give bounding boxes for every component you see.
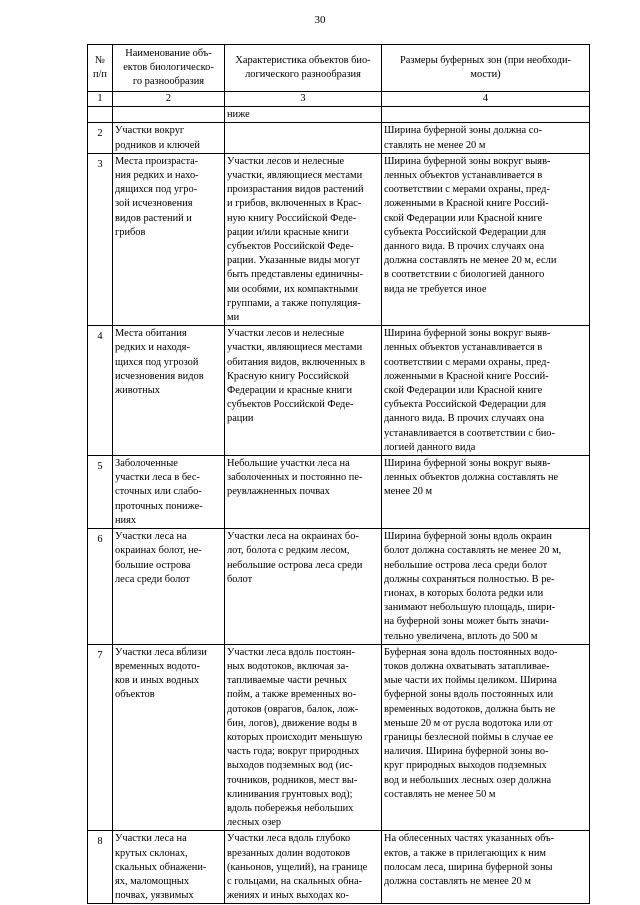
object-name: Участки леса на крутых склонах, скальных обнажени- ях, маломощных почвах, уязвимых bbox=[113, 831, 225, 904]
header-characteristic: Характеристика объектов био- логического разнообразия bbox=[225, 45, 382, 92]
table-row bbox=[88, 831, 590, 904]
object-name: Места обитания редких и находя- щихся под угрозой исчезновения видов животных bbox=[113, 326, 225, 456]
row-number: 4 bbox=[88, 326, 113, 456]
column-number: 2 bbox=[113, 92, 225, 107]
column-number-row bbox=[88, 92, 590, 107]
object-characteristic: Участки леса вдоль глубоко врезанных долин водотоков (каньонов, ущелий), на границе с гольцами, на скальных обна- жениях и иных выходах ко- bbox=[225, 831, 382, 904]
table-header-row bbox=[88, 45, 590, 92]
row-number: 8 bbox=[88, 831, 113, 904]
page-number: 30 bbox=[314, 14, 326, 26]
row-number: 5 bbox=[88, 456, 113, 529]
header-number: № п/п bbox=[88, 45, 113, 92]
buffer-zone-table bbox=[87, 44, 590, 904]
continuation-text: ниже bbox=[225, 107, 382, 123]
table-row bbox=[88, 326, 590, 456]
row-number: 2 bbox=[88, 123, 113, 153]
table-row-continuation bbox=[88, 107, 590, 123]
table-row bbox=[88, 456, 590, 529]
buffer-zone-size: Ширина буферной зоны должна со- ставлять не менее 20 м bbox=[382, 123, 590, 153]
column-number: 3 bbox=[225, 92, 382, 107]
object-name: Участки леса вблизи временных водото- ков и иных водных объектов bbox=[113, 644, 225, 831]
buffer-zone-size: Буферная зона вдоль постоянных водо- токов должна охватывать затапливае- мые части их поймы целиком. Ширина буферной зоны вдоль постоянных или временных водотоков, должна быть не меньше 20 м от русла водотока или от границы безлесной поймы в случае ее наличия. Ширина буферной зоны во- круг природных выходов подземных вод и небольших лесных озер должна составлять не менее 50 м bbox=[382, 644, 590, 831]
buffer-zone-size: На облесенных частях указанных объ- ектов, а также в прилегающих к ним полосам леса, ширина буферной зоны должна составлять не менее 20 м bbox=[382, 831, 590, 904]
object-characteristic bbox=[225, 123, 382, 153]
row-number: 3 bbox=[88, 153, 113, 325]
row-number: 7 bbox=[88, 644, 113, 831]
table-row bbox=[88, 529, 590, 645]
buffer-zone-size: Ширина буферной зоны вдоль окраин болот должна составлять не менее 20 м, небольшие острова леса среди болот должны сохраняться полностью. В ре- гионах, в которых болота редки или занимают небольшую площадь, шири- на буферной зоны может быть значи- тельно увеличена, вплоть до 500 м bbox=[382, 529, 590, 645]
row-number: 6 bbox=[88, 529, 113, 645]
object-name: Заболоченные участки леса в бес- сточных или слабо- проточных пониже- ниях bbox=[113, 456, 225, 529]
object-name: Участки леса на окраинах болот, не- большие острова леса среди болот bbox=[113, 529, 225, 645]
buffer-zone-size: Ширина буферной зоны вокруг выяв- ленных объектов должна составлять не менее 20 м bbox=[382, 456, 590, 529]
table-row bbox=[88, 644, 590, 831]
column-number: 4 bbox=[382, 92, 590, 107]
object-characteristic: Участки леса вдоль постоян- ных водотоков, включая за- тапливаемые части речных пойм, а также временных во- дотоков (оврагов, балок, лож- бин, логов), движение воды в которых происходит меньшую часть года; вокруг природных выходов подземных вод (ис- точников, родников, мест вы- клинивания грунтовых вод); вдоль побережья небольших лесных озер bbox=[225, 644, 382, 831]
table-row bbox=[88, 153, 590, 325]
buffer-zone-size: Ширина буферной зоны вокруг выяв- ленных объектов устанавливается в соответствии с мерами охраны, пред- ложенными в Красной книге Россий- ской Федерации или Красной книге субъекта Российской Федерации для данного вида. В прочих случаях она устанавливается в соответствии с био- логией данного вида bbox=[382, 326, 590, 456]
column-number: 1 bbox=[88, 92, 113, 107]
object-characteristic: Небольшие участки леса на заболоченных и постоянно пе- реувлажненных почвах bbox=[225, 456, 382, 529]
buffer-zone-size: Ширина буферной зоны вокруг выяв- ленных объектов устанавливается в соответствии с мерами охраны, пред- ложенными в Красной книге Россий- ской Федерации или Красной книге субъекта Российской Федерации для данного вида. В прочих случаях она должна составлять не менее 20 м, если в соответствии с биологией данного вида не требуется иное bbox=[382, 153, 590, 325]
object-name: Места произраста- ния редких и нахо- дящихся под угро- зой исчезновения видов растений и грибов bbox=[113, 153, 225, 325]
table-row bbox=[88, 123, 590, 153]
object-name: Участки вокруг родников и ключей bbox=[113, 123, 225, 153]
object-characteristic: Участки лесов и нелесные участки, являющиеся местами обитания видов, включенных в Красную книгу Российской Федерации и красные книги субъектов Российской Феде- рации bbox=[225, 326, 382, 456]
header-buffer-size: Размеры буферных зон (при необходи- мости) bbox=[382, 45, 590, 92]
header-object-name: Наименование объ- ектов биологическо- го разнообразия bbox=[113, 45, 225, 92]
object-characteristic: Участки лесов и нелесные участки, являющиеся местами произрастания видов растений и грибов, включенных в Крас- ную книгу Российской Феде- рации и/или красные книги субъектов Российской Феде- рации. Указанные виды могут быть представлены единичны- ми особями, их компактными группами, а также популяция- ми bbox=[225, 153, 382, 325]
object-characteristic: Участки леса на окраинах бо- лот, болота с редким лесом, небольшие острова леса среди болот bbox=[225, 529, 382, 645]
